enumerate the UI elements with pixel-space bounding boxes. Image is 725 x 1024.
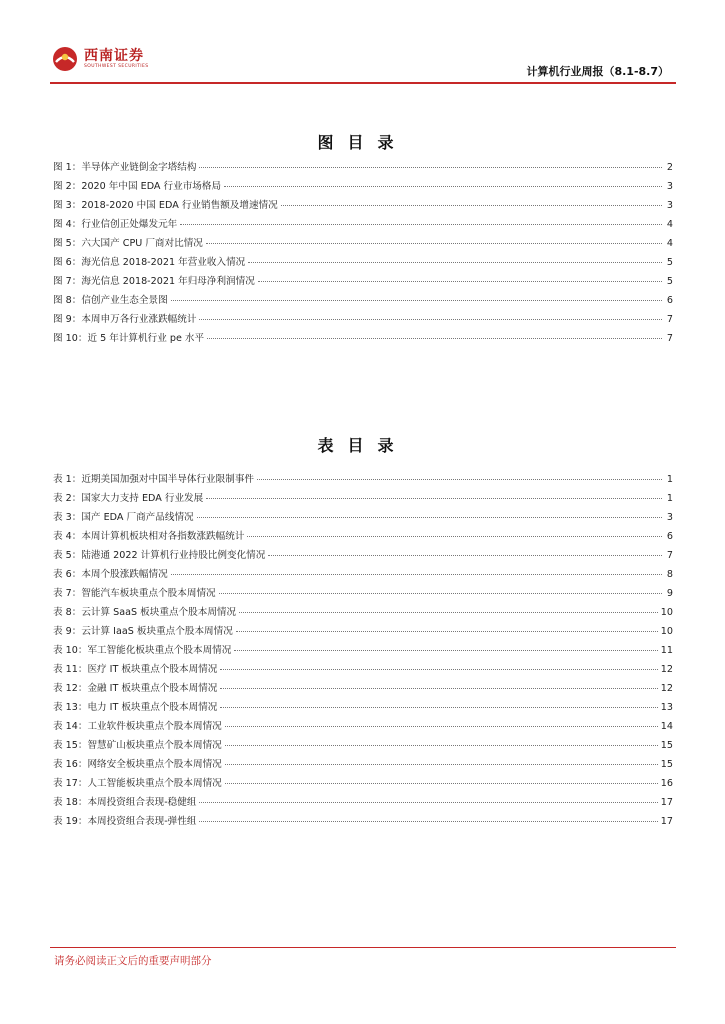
- table-index-list: [53, 471, 673, 832]
- table-index-entry[interactable]: [53, 718, 673, 737]
- dot-leader: [220, 688, 657, 689]
- logo-chinese-name: 西南证券: [84, 48, 144, 64]
- table-index-entry-page-number: 6: [666, 531, 673, 542]
- table-index-entry-label: 表 1：近期美国加强对中国半导体行业限制事件: [53, 474, 255, 485]
- table-index-entry-page-number: 13: [660, 702, 673, 713]
- table-index-entry[interactable]: [53, 813, 673, 832]
- figure-index-entry[interactable]: [53, 273, 673, 292]
- table-index-entry-label: 表 17：人工智能板块重点个股本周情况: [53, 778, 222, 789]
- table-index-entry-page-number: 11: [660, 645, 673, 656]
- figure-index-entry-label: 图 6：海光信息 2018-2021 年营业收入情况: [53, 257, 246, 268]
- dot-leader: [248, 262, 662, 263]
- table-index-entry-page-number: 3: [666, 512, 673, 523]
- table-index-entry[interactable]: [53, 680, 673, 699]
- dot-leader: [199, 167, 662, 168]
- table-index-entry-label: 表 5：陆港通 2022 计算机行业持股比例变化情况: [53, 550, 266, 561]
- dot-leader: [281, 205, 662, 206]
- table-index-entry[interactable]: [53, 566, 673, 585]
- table-index-entry-page-number: 16: [660, 778, 673, 789]
- table-index-entry-label: 表 15：智慧矿山板块重点个股本周情况: [53, 740, 222, 751]
- table-index-entry[interactable]: [53, 756, 673, 775]
- figure-index-entry[interactable]: [53, 197, 673, 216]
- table-index-entry-label: 表 8：云计算 SaaS 板块重点个股本周情况: [53, 607, 237, 618]
- table-index-entry[interactable]: [53, 471, 673, 490]
- table-index-entry-page-number: 9: [666, 588, 673, 599]
- dot-leader: [225, 745, 658, 746]
- figure-index-entry-label: 图 5：六大国产 CPU 厂商对比情况: [53, 238, 203, 249]
- dot-leader: [206, 498, 662, 499]
- dot-leader: [247, 536, 662, 537]
- dot-leader: [220, 669, 657, 670]
- table-index-heading: 表目录: [317, 436, 408, 455]
- table-index-entry[interactable]: [53, 604, 673, 623]
- table-index-entry-page-number: 17: [660, 816, 673, 827]
- dot-leader: [171, 574, 662, 575]
- dot-leader: [207, 338, 662, 339]
- table-index-entry-label: 表 9：云计算 IaaS 板块重点个股本周情况: [53, 626, 233, 637]
- dot-leader: [180, 224, 662, 225]
- table-index-entry[interactable]: [53, 737, 673, 756]
- dot-leader: [220, 707, 657, 708]
- figure-index-entry-page-number: 3: [666, 181, 673, 192]
- dot-leader: [219, 593, 662, 594]
- figure-index-entry-label: 图 1：半导体产业链倒金字塔结构: [53, 162, 197, 173]
- figure-index-entry[interactable]: [53, 330, 673, 349]
- dot-leader: [171, 300, 662, 301]
- figure-index-entry-label: 图 10：近 5 年计算机行业 pe 水平: [53, 333, 205, 344]
- figure-index-entry-label: 图 8：信创产业生态全景图: [53, 295, 168, 306]
- page-header: [0, 0, 725, 84]
- figure-index-entry[interactable]: [53, 292, 673, 311]
- figure-index-entry[interactable]: [53, 311, 673, 330]
- table-index-entry-page-number: 8: [666, 569, 673, 580]
- dot-leader: [224, 186, 662, 187]
- table-index-entry[interactable]: [53, 699, 673, 718]
- table-index-entry[interactable]: [53, 775, 673, 794]
- table-index-entry[interactable]: [53, 794, 673, 813]
- table-index-entry[interactable]: [53, 528, 673, 547]
- table-index-entry[interactable]: [53, 623, 673, 642]
- table-index-entry-label: 表 12：金融 IT 板块重点个股本周情况: [53, 683, 218, 694]
- header-divider: [50, 82, 676, 84]
- table-index-entry[interactable]: [53, 490, 673, 509]
- table-index-entry-page-number: 12: [660, 683, 673, 694]
- table-index-entry-label: 表 7：智能汽车板块重点个股本周情况: [53, 588, 216, 599]
- table-index-entry-page-number: 10: [660, 607, 673, 618]
- table-index-entry-page-number: 14: [660, 721, 673, 732]
- dot-leader: [225, 726, 658, 727]
- figure-index-entry-label: 图 9：本周申万各行业涨跌幅统计: [53, 314, 197, 325]
- figure-index-entry-page-number: 7: [666, 333, 673, 344]
- dot-leader: [199, 821, 657, 822]
- table-index-entry-label: 表 13：电力 IT 板块重点个股本周情况: [53, 702, 218, 713]
- dot-leader: [258, 281, 662, 282]
- dot-leader: [234, 650, 657, 651]
- table-index-entry-page-number: 1: [666, 493, 673, 504]
- southwest-securities-logo-icon: [52, 46, 78, 72]
- table-index-entry-label: 表 11：医疗 IT 板块重点个股本周情况: [53, 664, 218, 675]
- figure-index-entry-label: 图 4：行业信创正处爆发元年: [53, 219, 178, 230]
- table-index-entry[interactable]: [53, 585, 673, 604]
- figure-index-entry-page-number: 4: [666, 238, 673, 249]
- report-title: 计算机行业周报（8.1-8.7）: [526, 65, 669, 78]
- table-index-entry[interactable]: [53, 642, 673, 661]
- table-index-entry-label: 表 2：国家大力支持 EDA 行业发展: [53, 493, 204, 504]
- table-index-entry-label: 表 6：本周个股涨跌幅情况: [53, 569, 168, 580]
- table-index-entry-page-number: 15: [660, 740, 673, 751]
- table-index-entry-label: 表 3：国产 EDA 厂商产品线情况: [53, 512, 194, 523]
- logo-english-name: SOUTHWEST SECURITIES: [84, 64, 149, 69]
- table-index-entry-page-number: 1: [666, 474, 673, 485]
- figure-index-entry-page-number: 4: [666, 219, 673, 230]
- figure-index-entry[interactable]: [53, 235, 673, 254]
- table-index-entry-label: 表 10：军工智能化板块重点个股本周情况: [53, 645, 232, 656]
- dot-leader: [236, 631, 658, 632]
- table-index-entry-page-number: 12: [660, 664, 673, 675]
- figure-index-entry-page-number: 3: [666, 200, 673, 211]
- figure-index-entry-page-number: 5: [666, 257, 673, 268]
- dot-leader: [225, 764, 658, 765]
- figure-index-entry-page-number: 5: [666, 276, 673, 287]
- figure-index-entry[interactable]: [53, 254, 673, 273]
- table-index-entry-page-number: 7: [666, 550, 673, 561]
- figure-index-entry-label: 图 7：海光信息 2018-2021 年归母净利润情况: [53, 276, 255, 287]
- table-index-entry[interactable]: [53, 547, 673, 566]
- table-index-entry[interactable]: [53, 509, 673, 528]
- figure-index-entry-label: 图 2：2020 年中国 EDA 行业市场格局: [53, 181, 222, 192]
- figure-index-entry-page-number: 7: [666, 314, 673, 325]
- figure-index-heading: 图目录: [317, 133, 408, 152]
- dot-leader: [225, 783, 658, 784]
- figure-index-entry-label: 图 3：2018-2020 中国 EDA 行业销售额及增速情况: [53, 200, 278, 211]
- table-index-entry-label: 表 4：本周计算机板块相对各指数涨跌幅统计: [53, 531, 245, 542]
- table-index-entry-label: 表 16：网络安全板块重点个股本周情况: [53, 759, 222, 770]
- company-logo: [52, 44, 149, 74]
- figure-index-entry[interactable]: [53, 159, 673, 178]
- dot-leader: [199, 802, 657, 803]
- table-index-entry-page-number: 17: [660, 797, 673, 808]
- table-index-entry-label: 表 14：工业软件板块重点个股本周情况: [53, 721, 222, 732]
- figure-index-entry[interactable]: [53, 216, 673, 235]
- table-index-entry-label: 表 18：本周投资组合表现-稳健组: [53, 797, 197, 808]
- dot-leader: [268, 555, 662, 556]
- figure-index-entry[interactable]: [53, 178, 673, 197]
- table-index-entry-label: 表 19：本周投资组合表现-弹性组: [53, 816, 197, 827]
- table-index-entry[interactable]: [53, 661, 673, 680]
- figure-index-entry-page-number: 2: [666, 162, 673, 173]
- dot-leader: [197, 517, 662, 518]
- table-index-entry-page-number: 15: [660, 759, 673, 770]
- dot-leader: [206, 243, 662, 244]
- table-index-entry-page-number: 10: [660, 626, 673, 637]
- footer-divider: [50, 947, 676, 948]
- figure-index-entry-page-number: 6: [666, 295, 673, 306]
- dot-leader: [239, 612, 658, 613]
- dot-leader: [257, 479, 662, 480]
- footer-disclaimer: 请务必阅读正文后的重要声明部分: [54, 955, 212, 967]
- dot-leader: [199, 319, 662, 320]
- figure-index-list: [53, 159, 673, 349]
